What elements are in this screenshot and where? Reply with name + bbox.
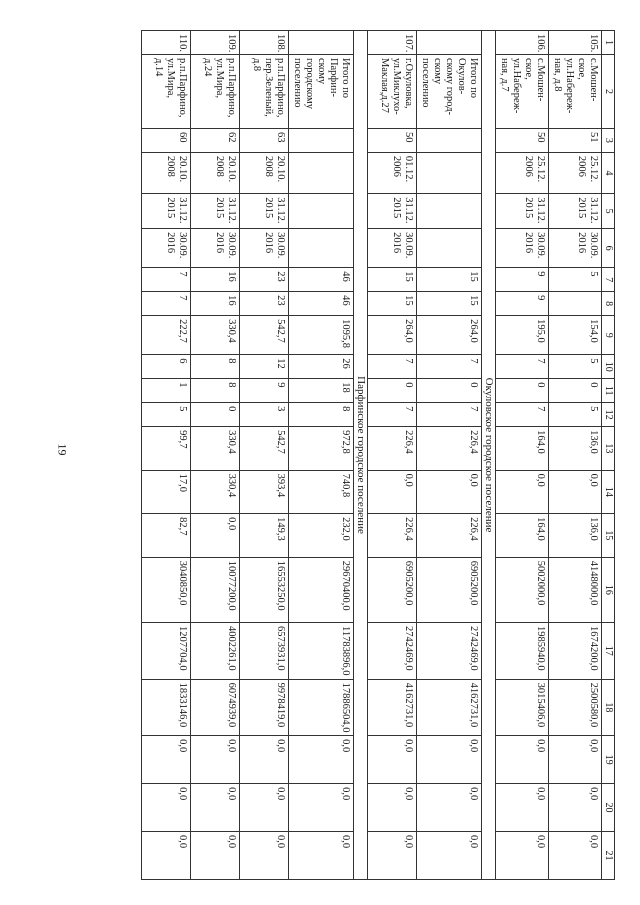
table-cell: 330,4	[191, 316, 240, 355]
table-cell: 6	[142, 355, 191, 379]
table-cell: 0,0	[417, 736, 482, 784]
column-header: 9	[602, 316, 615, 355]
table-cell: 226,4	[368, 514, 417, 558]
table-cell: 0,0	[368, 831, 417, 879]
rotated-table-container	[120, 30, 615, 880]
table-cell: 5	[549, 268, 602, 292]
table-cell: 0	[496, 379, 549, 403]
table-cell	[289, 128, 354, 152]
table-cell: 9978419,0	[240, 679, 289, 736]
column-header: 3	[602, 128, 615, 152]
column-header: 20	[602, 784, 615, 832]
table-cell: 0	[191, 403, 240, 427]
table-cell: 25.12. 2006	[549, 152, 602, 193]
table-cell: 0,0	[496, 784, 549, 832]
table-cell: 0,0	[496, 736, 549, 784]
table-cell: 6573931,0	[240, 622, 289, 679]
table-cell: 50	[368, 128, 417, 152]
column-header: 10	[602, 355, 615, 379]
table-cell: г.Окуловка, ул.Миклухо- Маклая,д.27	[368, 54, 417, 128]
column-header: 14	[602, 470, 615, 514]
table-cell: 972,8	[289, 427, 354, 471]
table-cell: 26	[289, 355, 354, 379]
table-cell: 109.	[191, 31, 240, 55]
table-cell: 106.	[496, 31, 549, 55]
table-cell: 46	[289, 292, 354, 316]
table-cell	[289, 194, 354, 229]
table-cell: 0,0	[289, 784, 354, 832]
table-cell: 20.10. 2008	[240, 152, 289, 193]
table-cell: 30.09. 2016	[549, 229, 602, 268]
table-cell: 50	[496, 128, 549, 152]
table-cell: 330,4	[191, 427, 240, 471]
table-cell: 4162731,0	[417, 679, 482, 736]
table-cell: р.п.Парфино, ул.Мира, д.24	[191, 54, 240, 128]
table-cell: 20.10. 2008	[191, 152, 240, 193]
table-cell: 12	[240, 355, 289, 379]
table-cell: 6905200,0	[368, 557, 417, 622]
table-cell: 7	[142, 292, 191, 316]
table-cell	[289, 229, 354, 268]
table-cell: 0,0	[496, 831, 549, 879]
table-cell: 8	[289, 403, 354, 427]
table-cell	[417, 128, 482, 152]
column-header: 16	[602, 557, 615, 622]
section-title: Окуловское городское поселение	[482, 31, 496, 880]
table-cell: 0,0	[240, 784, 289, 832]
table-cell: 60	[142, 128, 191, 152]
table-cell: 2742469,0	[417, 622, 482, 679]
table-cell: 7	[496, 355, 549, 379]
table-cell: 4148000,0	[549, 557, 602, 622]
table-cell: 23	[240, 292, 289, 316]
table-cell: 99,7	[142, 427, 191, 471]
table-cell: 7	[417, 403, 482, 427]
table-cell: 31.12. 2015	[496, 194, 549, 229]
column-header: 19	[602, 736, 615, 784]
table-cell: 3	[240, 403, 289, 427]
section-row	[482, 31, 496, 880]
table-cell: 16553250,0	[240, 557, 289, 622]
table-cell: 0,0	[191, 514, 240, 558]
table-cell: 154,0	[549, 316, 602, 355]
column-header: 12	[602, 403, 615, 427]
table-cell: 30.09. 2016	[191, 229, 240, 268]
table-cell: 29670400,0	[289, 557, 354, 622]
table-cell: 15	[417, 292, 482, 316]
table-cell: 5	[142, 403, 191, 427]
table-cell: 20.10. 2008	[142, 152, 191, 193]
table-row	[417, 31, 482, 880]
table-cell: 15	[368, 268, 417, 292]
table-cell: 0,0	[240, 736, 289, 784]
table-cell: 0,0	[368, 784, 417, 832]
table-cell	[289, 31, 354, 55]
table-cell	[549, 292, 602, 316]
table-cell: 01.12. 2006	[368, 152, 417, 193]
table-wrapper	[120, 30, 615, 880]
table-cell: 0,0	[368, 736, 417, 784]
table-row	[191, 31, 240, 880]
table-cell: 0,0	[142, 784, 191, 832]
column-header: 18	[602, 679, 615, 736]
table-cell: 0	[549, 379, 602, 403]
column-header: 5	[602, 194, 615, 229]
table-body	[142, 31, 602, 880]
table-cell: 740,8	[289, 470, 354, 514]
section-row	[354, 31, 368, 880]
table-cell: 16	[191, 268, 240, 292]
table-cell: 9	[496, 268, 549, 292]
table-cell	[417, 229, 482, 268]
column-header: 2	[602, 54, 615, 128]
table-cell: 6905200,0	[417, 557, 482, 622]
table-row	[549, 31, 602, 880]
table-cell: 2500580,0	[549, 679, 602, 736]
table-cell: 110.	[142, 31, 191, 55]
section-title: Парфинское городское поселение	[354, 31, 368, 880]
table-cell: 30.09. 2016	[368, 229, 417, 268]
table-cell: 82,7	[142, 514, 191, 558]
table-cell: 330,4	[191, 470, 240, 514]
table-cell: 0,0	[549, 736, 602, 784]
table-cell: 4162731,0	[368, 679, 417, 736]
table-cell: 107.	[368, 31, 417, 55]
column-header: 21	[602, 831, 615, 879]
table-cell: с.Мошен- ское, ул.Набереж- ная, д.7	[496, 54, 549, 128]
table-cell: 136,0	[549, 427, 602, 471]
table-cell: 108.	[240, 31, 289, 55]
table-cell: Итого по Парфин- скому городскому поселению	[289, 54, 354, 128]
table-cell: 31.12. 2015	[191, 194, 240, 229]
table-cell: 0,0	[417, 784, 482, 832]
table-cell: 0	[417, 379, 482, 403]
table-cell: 31.12. 2015	[549, 194, 602, 229]
table-cell: 0,0	[142, 736, 191, 784]
table-cell: 0	[368, 379, 417, 403]
table-cell: р.п.Парфино, ул.Мира, д.14	[142, 54, 191, 128]
table-cell: 18	[289, 379, 354, 403]
table-cell: 0,0	[289, 831, 354, 879]
table-cell: 226,4	[417, 427, 482, 471]
table-cell: 264,0	[368, 316, 417, 355]
table-cell: 3040850,0	[142, 557, 191, 622]
table-cell: 8	[191, 379, 240, 403]
table-cell: 1674200,0	[549, 622, 602, 679]
table-cell: с.Мошен- ское, ул.Набереж- ная, д.8	[549, 54, 602, 128]
page-number: 19	[55, 443, 70, 456]
table-cell: 5	[549, 355, 602, 379]
table-cell: 542,7	[240, 316, 289, 355]
table-cell	[289, 152, 354, 193]
table-cell: 46	[289, 268, 354, 292]
table-cell: 195,0	[496, 316, 549, 355]
table-cell: 1	[142, 379, 191, 403]
table-cell: 0,0	[417, 470, 482, 514]
table-cell: 9	[240, 379, 289, 403]
table-cell: 164,0	[496, 427, 549, 471]
table-cell: 1833146,0	[142, 679, 191, 736]
table-cell: 5002000,0	[496, 557, 549, 622]
table-cell: 264,0	[417, 316, 482, 355]
table-cell: 8	[191, 355, 240, 379]
table-cell: 3015406,0	[496, 679, 549, 736]
table-cell: 0,0	[549, 831, 602, 879]
table-cell: 0,0	[240, 831, 289, 879]
table-row	[368, 31, 417, 880]
table-cell: 105.	[549, 31, 602, 55]
table-cell: 17886504,0	[289, 679, 354, 736]
table-cell: 6074939,0	[191, 679, 240, 736]
table-cell: 1095,8	[289, 316, 354, 355]
column-header: 1	[602, 31, 615, 55]
table-cell: 10077200,0	[191, 557, 240, 622]
table-cell	[417, 152, 482, 193]
table-cell: 17,0	[142, 470, 191, 514]
table-cell: 0,0	[549, 784, 602, 832]
table-cell: 232,0	[289, 514, 354, 558]
table-cell: 25.12. 2006	[496, 152, 549, 193]
table-cell: 31.12. 2015	[240, 194, 289, 229]
table-cell: 23	[240, 268, 289, 292]
table-cell: 0,0	[368, 470, 417, 514]
column-header-row	[602, 31, 615, 880]
table-cell: 4002261,0	[191, 622, 240, 679]
table-cell: 63	[240, 128, 289, 152]
table-cell: 7	[417, 355, 482, 379]
table-row	[240, 31, 289, 880]
table-cell: 0,0	[289, 736, 354, 784]
table-cell: 149,3	[240, 514, 289, 558]
table-cell: 0,0	[191, 831, 240, 879]
table-cell: 5	[549, 403, 602, 427]
table-cell: 62	[191, 128, 240, 152]
table-cell: 7	[496, 403, 549, 427]
table-row	[289, 31, 354, 880]
table-cell: 51	[549, 128, 602, 152]
table-cell: 7	[142, 268, 191, 292]
table-cell: 9	[496, 292, 549, 316]
data-table	[141, 30, 615, 880]
table-cell: 7	[368, 403, 417, 427]
table-cell: 0,0	[191, 784, 240, 832]
column-header: 4	[602, 152, 615, 193]
table-cell: 7	[368, 355, 417, 379]
column-header: 7	[602, 268, 615, 292]
table-cell: 11783896,0	[289, 622, 354, 679]
table-cell: 393,4	[240, 470, 289, 514]
table-cell: 0,0	[191, 736, 240, 784]
table-cell: 164,0	[496, 514, 549, 558]
column-header: 15	[602, 514, 615, 558]
table-cell: р.п.Парфино, пер.Зеленый, д.8	[240, 54, 289, 128]
table-cell: 16	[191, 292, 240, 316]
table-cell: 136,0	[549, 514, 602, 558]
column-header: 6	[602, 229, 615, 268]
table-cell: 1207704,0	[142, 622, 191, 679]
table-cell: 0,0	[496, 470, 549, 514]
table-cell: 542,7	[240, 427, 289, 471]
table-cell: 1985940,0	[496, 622, 549, 679]
table-row	[142, 31, 191, 880]
table-cell: Итого по Окулов- скому город- скому поселению	[417, 54, 482, 128]
table-cell: 226,4	[368, 427, 417, 471]
table-cell: 15	[417, 268, 482, 292]
table-cell: 30.09. 2016	[496, 229, 549, 268]
column-header: 13	[602, 427, 615, 471]
table-cell	[417, 31, 482, 55]
table-cell: 0,0	[142, 831, 191, 879]
column-header: 17	[602, 622, 615, 679]
table-cell: 222,7	[142, 316, 191, 355]
column-header: 11	[602, 379, 615, 403]
table-cell: 31.12. 2015	[368, 194, 417, 229]
table-cell	[417, 194, 482, 229]
table-cell: 31.12. 2015	[142, 194, 191, 229]
table-cell: 30.09. 2016	[240, 229, 289, 268]
table-cell: 15	[368, 292, 417, 316]
table-cell: 0,0	[417, 831, 482, 879]
table-cell: 30.09. 2016	[142, 229, 191, 268]
table-row	[496, 31, 549, 880]
table-cell: 226,4	[417, 514, 482, 558]
table-cell: 2742469,0	[368, 622, 417, 679]
table-cell: 0,0	[549, 470, 602, 514]
column-header: 8	[602, 292, 615, 316]
